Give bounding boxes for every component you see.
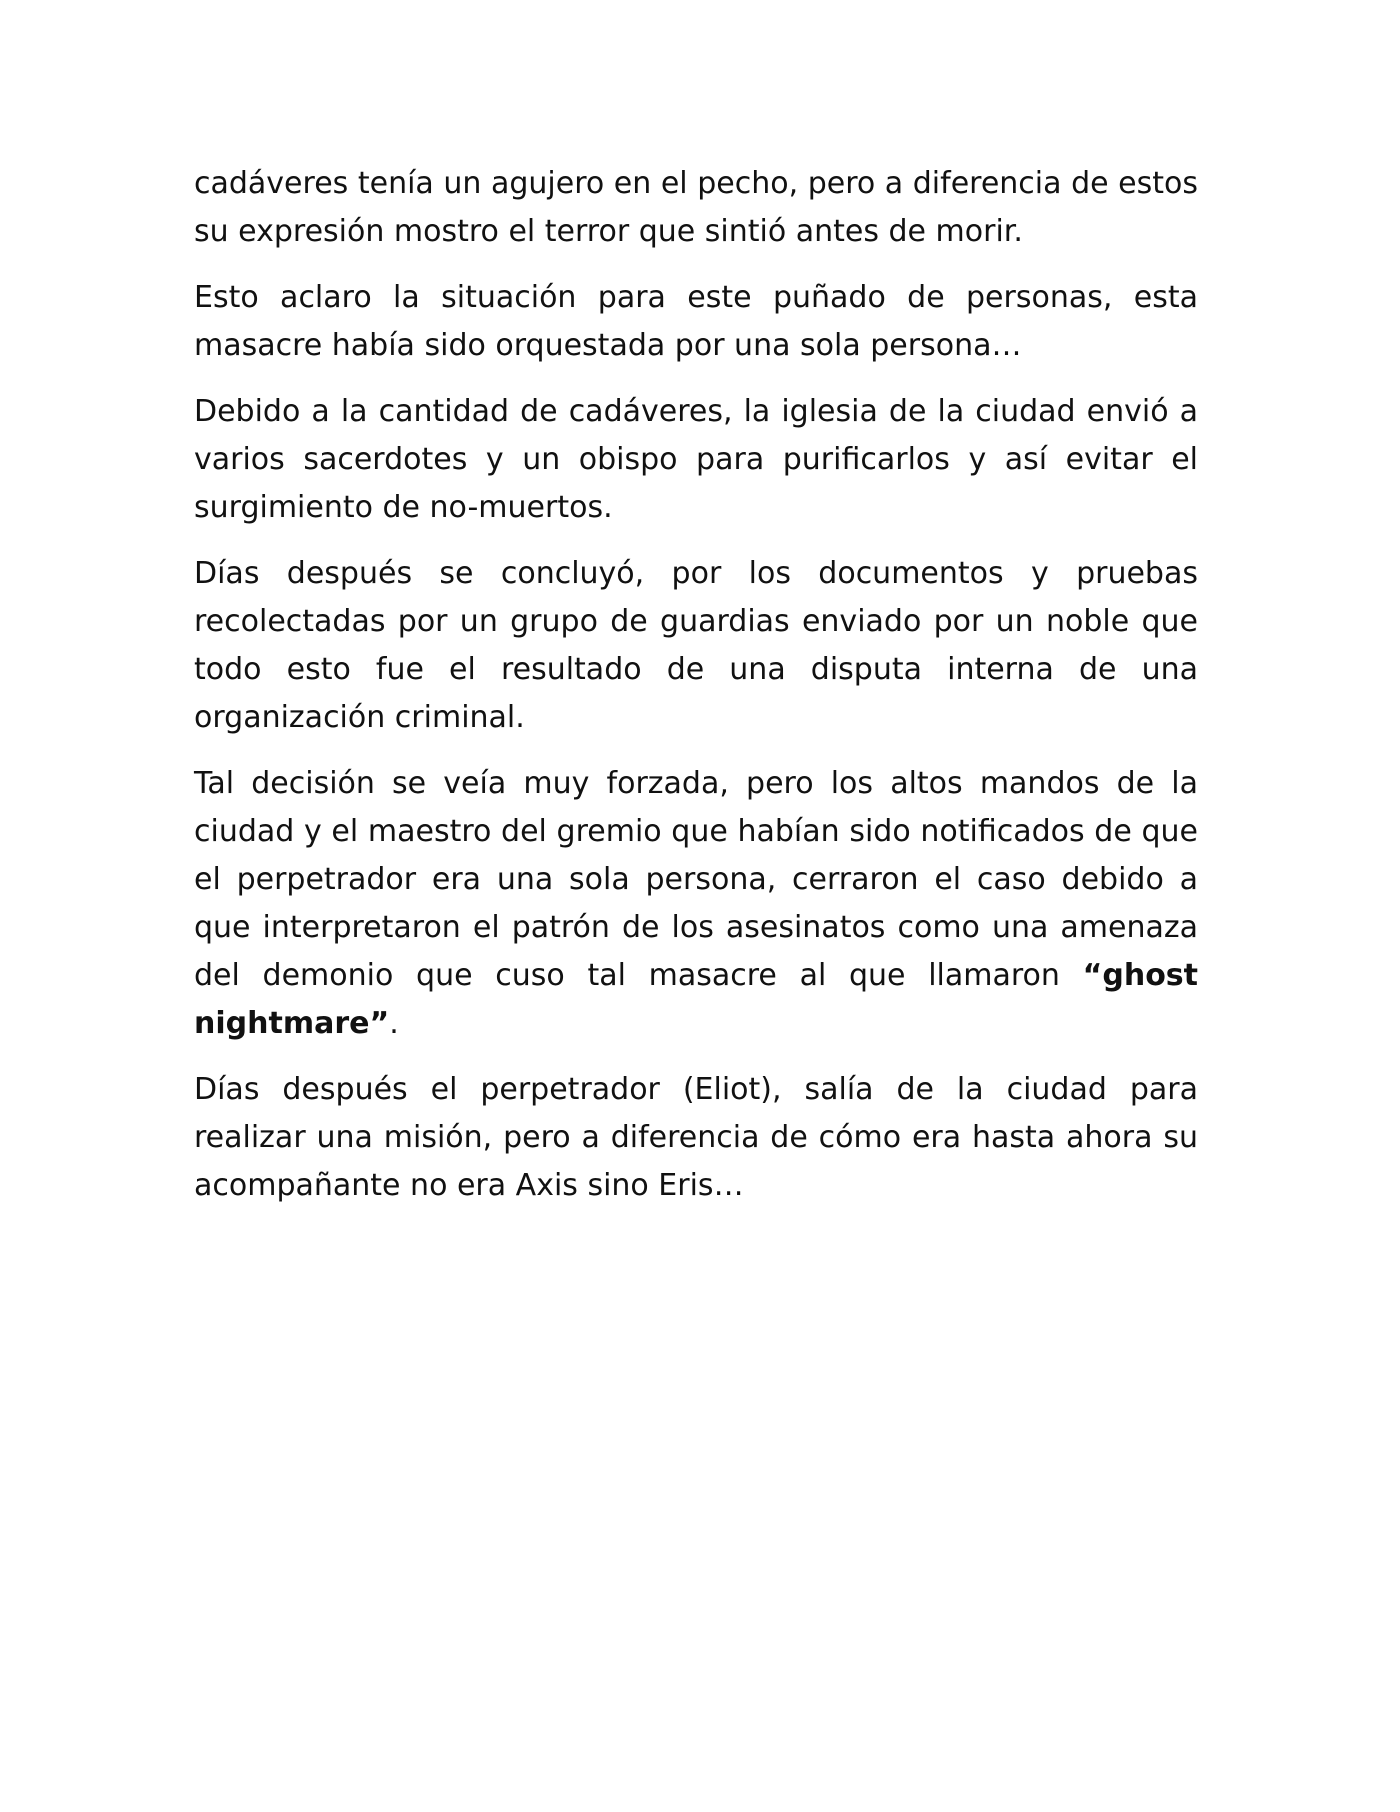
paragraph-4: Días después se concluyó, por los documentos y pruebas recolectadas por un grupo de guardias enviado por un noble que todo esto fue el resultado de una disputa interna de una organización criminal.: [194, 556, 1198, 735]
paragraph-5-text-before: Tal decisión se veía muy forzada, pero los altos mandos de la ciudad y el maestro del gremio que habían sido notificados de que el perpetrador era una sola persona, cerraron el caso debido a que interpretaron el patrón de los asesinatos como una amenaza del demonio que cuso tal masacre al que llamaron: [194, 766, 1198, 993]
paragraph-2: Esto aclaro la situación para este puñado de personas, esta masacre había sido orquestada por una sola persona…: [194, 280, 1198, 363]
paragraph-5-text-after: .: [389, 1006, 399, 1041]
document-body: [194, 160, 1198, 1228]
paragraph-6: Días después el perpetrador (Eliot), salía de la ciudad para realizar una misión, pero a diferencia de cómo era hasta ahora su acompañante no era Axis sino Eris…: [194, 1072, 1198, 1203]
ghost-nightmare-term: “ghost nightmare”: [194, 958, 1198, 1041]
paragraph-5: [194, 760, 1198, 1048]
paragraph-3: Debido a la cantidad de cadáveres, la iglesia de la ciudad envió a varios sacerdotes y un obispo para purificarlos y así evitar el surgimiento de no-muertos.: [194, 394, 1198, 525]
paragraph-1: cadáveres tenía un agujero en el pecho, pero a diferencia de estos su expresión mostro el terror que sintió antes de morir.: [194, 166, 1198, 249]
